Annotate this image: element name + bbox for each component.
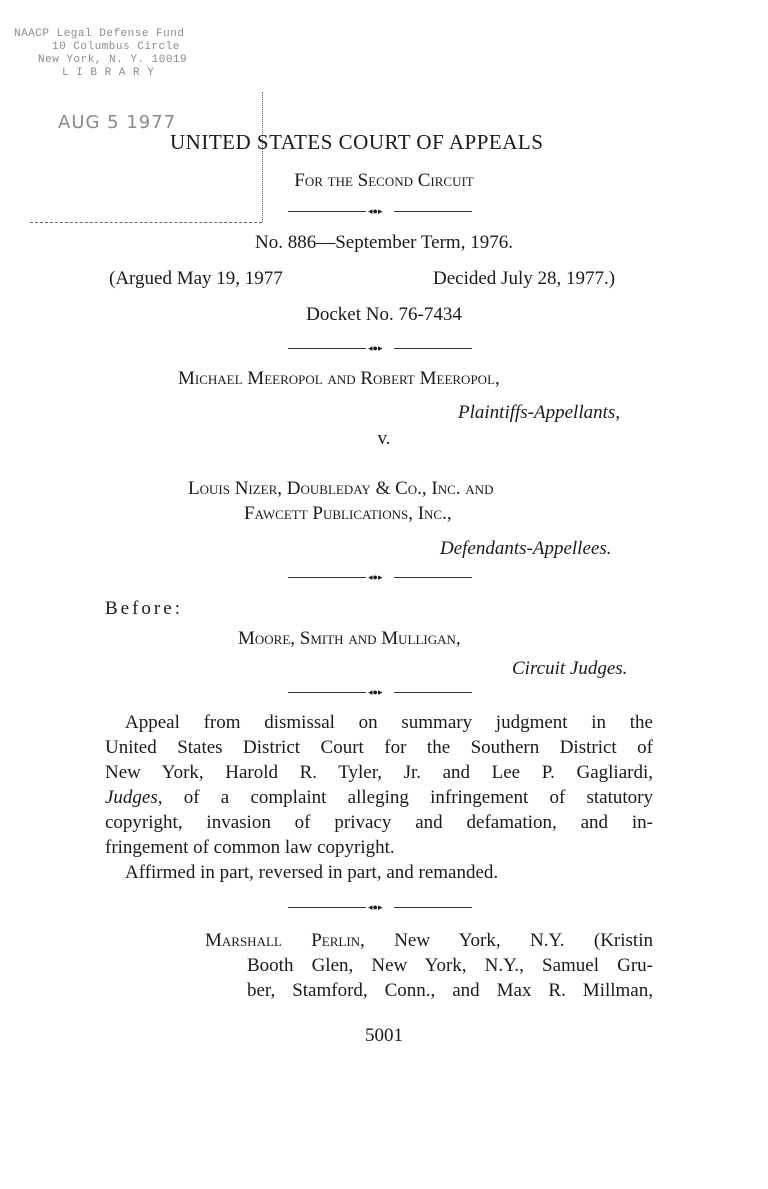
- argued-date: (Argued May 19, 1977: [109, 268, 283, 289]
- summary-line: fringement of common law copyright.: [105, 837, 395, 858]
- library-stamp-address1: 10 Columbus Circle: [52, 41, 180, 53]
- counsel-line: Booth Glen, New York, N.Y., Samuel Gru-: [247, 955, 653, 976]
- summary-line: [105, 785, 653, 810]
- defendants-line-1: Louis Nizer, Doubleday & Co., Inc. and: [188, 478, 494, 499]
- ornament-divider-1: ◂●▸: [288, 207, 472, 215]
- summary-disposition: Affirmed in part, reversed in part, and remanded.: [125, 862, 499, 883]
- summary-line: United States District Court for the Southern District of: [105, 737, 653, 758]
- stamp-border-vertical: [262, 92, 263, 222]
- versus: v.: [377, 428, 391, 449]
- ornament-divider-2: ◂●▸: [288, 344, 472, 352]
- plaintiffs-names: Michael Meeropol and Robert Meeropol,: [178, 368, 500, 389]
- defendants-role: Defendants-Appellees.: [440, 538, 612, 559]
- library-stamp-address2: New York, N. Y. 10019: [38, 54, 188, 66]
- summary-line-rest: of a complaint alleging infringement of statutory: [162, 787, 653, 808]
- summary-line: New York, Harold R. Tyler, Jr. and Lee P. Gagliardi,: [105, 762, 653, 783]
- summary-line: Appeal from dismissal on summary judgment in the: [125, 712, 653, 733]
- summary-line: copyright, invasion of privacy and defamation, and in-: [105, 812, 653, 833]
- received-date-stamp: AUG 5 1977: [58, 112, 177, 133]
- library-stamp-org: NAACP Legal Defense Fund: [14, 28, 185, 40]
- counsel-line: [205, 928, 653, 953]
- counsel-line-rest: New York, N.Y. (Kristin: [364, 930, 653, 951]
- before-label: Before:: [105, 598, 183, 619]
- decided-date: Decided July 28, 1977.): [433, 268, 616, 289]
- ornament-divider-4: ◂●▸: [288, 688, 472, 696]
- page-number: 5001: [365, 1025, 403, 1046]
- judges-names: Moore, Smith and Mulligan,: [238, 628, 461, 649]
- circuit-name: For the Second Circuit: [294, 170, 474, 191]
- ornament-divider-5: ◂●▸: [288, 903, 472, 911]
- plaintiffs-role: Plaintiffs-Appellants,: [458, 402, 621, 423]
- judges-role: Circuit Judges.: [512, 658, 628, 679]
- stamp-border-horizontal: [30, 222, 262, 223]
- summary-paragraph: [105, 710, 653, 885]
- case-number: No. 886—September Term, 1976.: [255, 232, 513, 253]
- defendants-line-2: Fawcett Publications, Inc.,: [244, 503, 452, 524]
- library-stamp-library: L I B R A R Y: [62, 67, 155, 79]
- counsel-line: ber, Stamford, Conn., and Max R. Millman,: [247, 980, 653, 1001]
- docket-number: Docket No. 76-7434: [306, 304, 462, 325]
- ornament-divider-3: ◂●▸: [288, 573, 472, 581]
- summary-judges-italic: Judges,: [105, 787, 163, 808]
- counsel-name: Marshall Perlin,: [205, 930, 365, 951]
- counsel-paragraph: [205, 928, 653, 1003]
- court-title: UNITED STATES COURT OF APPEALS: [170, 130, 544, 154]
